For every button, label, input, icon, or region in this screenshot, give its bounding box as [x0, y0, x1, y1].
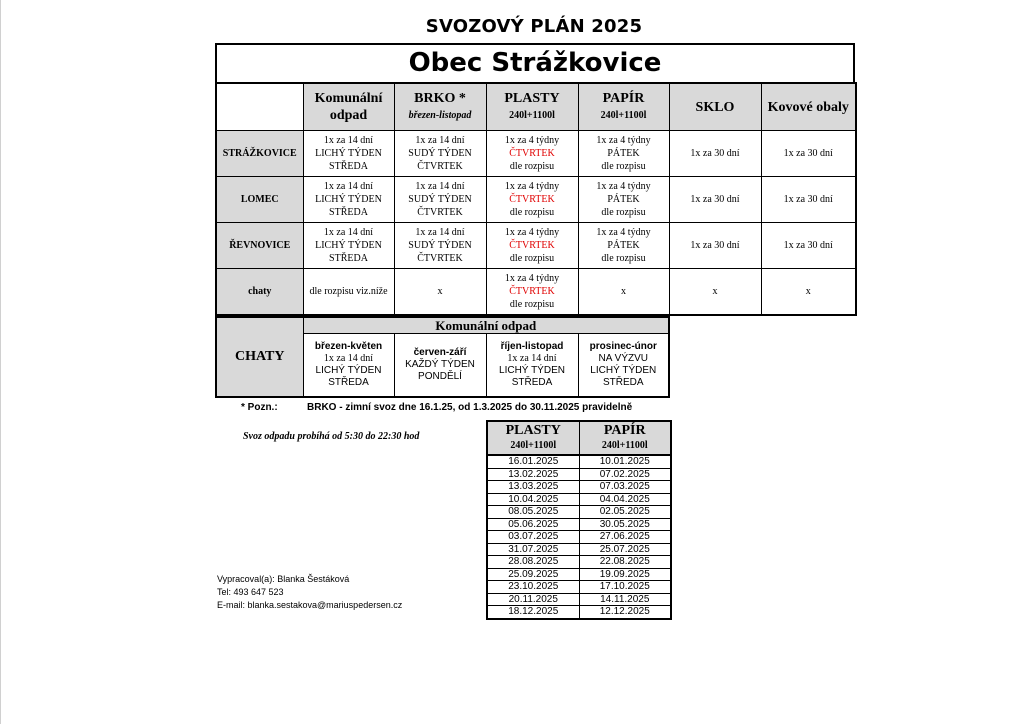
dates-row — [487, 606, 671, 619]
table-row — [216, 269, 856, 316]
schedule-cell — [486, 269, 578, 316]
schedule-cell — [578, 269, 669, 316]
date-cell: 12.12.2025 — [579, 606, 671, 619]
cell-line: 1x za 14 dní — [415, 135, 465, 146]
period-line: KAŽDÝ TÝDEN — [405, 358, 475, 370]
dates-row — [487, 593, 671, 606]
cell-line: 1x za 4 týdny — [596, 135, 651, 146]
collection-hours: Svoz odpadu probíhá od 5:30 do 22:30 hod — [243, 431, 420, 442]
column-header-sub: 240l+1100l — [600, 110, 647, 121]
row-label: STRÁŽKOVICE — [216, 131, 303, 177]
dates-column-header — [487, 421, 579, 455]
cell-line: ČTVRTEK — [509, 240, 555, 251]
date-cell: 14.11.2025 — [579, 593, 671, 606]
cell-line: ČTVRTEK — [509, 286, 555, 297]
period-label: říjen-listopad — [500, 340, 564, 352]
chaty-header: Komunální odpad — [303, 317, 669, 334]
column-header — [578, 83, 669, 131]
chaty-period-cell — [303, 334, 394, 397]
period-line: STŘEDA — [328, 376, 369, 388]
period-line: NA VÝZVU — [598, 352, 648, 364]
schedule-cell — [761, 177, 856, 223]
schedule-cell — [669, 131, 761, 177]
schedule-cell — [669, 223, 761, 269]
dates-header-label: PLASTY — [505, 423, 561, 438]
schedule-cell — [578, 223, 669, 269]
row-label: chaty — [216, 269, 303, 316]
column-header — [486, 83, 578, 131]
chaty-period-cell — [394, 334, 486, 397]
prepared-by: Vypracoval(a): Blanka Šestáková — [217, 574, 350, 584]
cell-line: x — [621, 286, 626, 297]
dates-column-header — [579, 421, 671, 455]
cell-line: STŘEDA — [329, 161, 368, 172]
document-title: SVOZOVÝ PLÁN 2025 — [425, 16, 643, 37]
cell-line: LICHÝ TÝDEN — [315, 240, 382, 251]
schedule-cell — [394, 131, 486, 177]
date-cell: 23.10.2025 — [487, 581, 579, 594]
cell-line: 1x za 30 dní — [690, 240, 740, 251]
cell-line: dle rozpisu — [601, 253, 646, 264]
schedule-cell — [303, 131, 394, 177]
cell-line: 1x za 14 dní — [323, 181, 374, 192]
cell-line: 1x za 14 dní — [323, 135, 374, 146]
date-cell: 13.02.2025 — [487, 468, 579, 481]
cell-line: 1x za 4 týdny — [504, 227, 560, 238]
page-edge — [0, 0, 1, 724]
table-row — [216, 223, 856, 269]
cell-line: ČTVRTEK — [509, 148, 555, 159]
period-line: LICHÝ TÝDEN — [499, 364, 565, 376]
schedule-cell — [303, 223, 394, 269]
cell-line: SUDÝ TÝDEN — [408, 194, 472, 205]
schedule-cell — [394, 269, 486, 316]
cell-line: STŘEDA — [329, 253, 368, 264]
date-cell: 03.07.2025 — [487, 531, 579, 544]
date-cell: 30.05.2025 — [579, 518, 671, 531]
cell-line: SUDÝ TÝDEN — [408, 240, 472, 251]
date-cell: 27.06.2025 — [579, 531, 671, 544]
cell-line: 1x za 14 dní — [415, 181, 465, 192]
column-header — [394, 83, 486, 131]
date-cell: 04.04.2025 — [579, 493, 671, 506]
date-cell: 07.02.2025 — [579, 468, 671, 481]
chaty-label: CHATY — [216, 317, 303, 397]
column-header-label: PLASTY — [504, 91, 560, 106]
cell-line: PÁTEK — [607, 194, 640, 205]
schedule-cell — [486, 177, 578, 223]
note-label: * Pozn.: — [241, 402, 278, 413]
cell-line: PÁTEK — [607, 148, 640, 159]
dates-row — [487, 468, 671, 481]
column-header-label: SKLO — [695, 99, 735, 115]
date-cell: 25.07.2025 — [579, 543, 671, 556]
date-cell: 19.09.2025 — [579, 568, 671, 581]
cell-line: dle rozpisu — [509, 161, 555, 172]
schedule-cell — [761, 223, 856, 269]
cell-line: 1x za 30 dní — [783, 194, 833, 205]
cell-line: LICHÝ TÝDEN — [315, 194, 382, 205]
dates-row — [487, 481, 671, 494]
schedule-cell — [761, 269, 856, 316]
column-header-sub: 240l+1100l — [509, 110, 555, 121]
row-label: ŘEVNOVICE — [216, 223, 303, 269]
dates-row — [487, 518, 671, 531]
schedule-cell — [303, 269, 394, 316]
cell-line: dle rozpisu — [509, 299, 555, 310]
dates-row — [487, 568, 671, 581]
date-cell: 10.04.2025 — [487, 493, 579, 506]
schedule-cell — [761, 131, 856, 177]
corner-cell — [216, 83, 303, 131]
column-header-sub: březen-listopad — [408, 110, 472, 121]
date-cell: 22.08.2025 — [579, 556, 671, 569]
date-cell: 13.03.2025 — [487, 481, 579, 494]
period-line: STŘEDA — [602, 376, 644, 388]
period-label: březen-květen — [314, 340, 383, 352]
schedule-cell — [394, 177, 486, 223]
cell-line: dle rozpisu viz.níže — [309, 286, 388, 297]
cell-line: x — [805, 286, 811, 297]
schedule-cell — [578, 177, 669, 223]
dates-header-label: PAPÍR — [603, 423, 646, 438]
date-cell: 28.08.2025 — [487, 556, 579, 569]
cell-line: 1x za 4 týdny — [504, 181, 560, 192]
cell-line: ČTVRTEK — [417, 161, 463, 172]
cell-line: LICHÝ TÝDEN — [315, 148, 382, 159]
column-header — [669, 83, 761, 131]
period-label: červen-září — [413, 346, 467, 358]
date-cell: 17.10.2025 — [579, 581, 671, 594]
period-label: prosinec-únor — [589, 340, 657, 352]
date-cell: 08.05.2025 — [487, 506, 579, 519]
cell-line: dle rozpisu — [509, 207, 555, 218]
cell-line: x — [437, 286, 443, 297]
village-name: Obec Strážkovice — [215, 43, 855, 82]
dates-row — [487, 556, 671, 569]
period-line: PONDĚLÍ — [418, 370, 462, 382]
chaty-period-cell — [578, 334, 669, 397]
column-header-label: PAPÍR — [602, 91, 645, 106]
dates-row — [487, 493, 671, 506]
cell-line: SUDÝ TÝDEN — [408, 148, 472, 159]
cell-line: 1x za 14 dní — [323, 227, 374, 238]
date-cell: 05.06.2025 — [487, 518, 579, 531]
table-row — [216, 177, 856, 223]
date-cell: 18.12.2025 — [487, 606, 579, 619]
column-header — [761, 83, 856, 131]
chaty-period-cell — [486, 334, 578, 397]
cell-line: 1x za 30 dní — [783, 148, 833, 159]
cell-line: x — [712, 286, 718, 297]
cell-line: 1x za 30 dní — [690, 194, 740, 205]
period-line: LICHÝ TÝDEN — [315, 364, 382, 376]
dates-header-sub: 240l+1100l — [601, 440, 648, 451]
cell-line: dle rozpisu — [601, 207, 646, 218]
cell-line: dle rozpisu — [601, 161, 646, 172]
date-cell: 02.05.2025 — [579, 506, 671, 519]
dates-row — [487, 531, 671, 544]
schedule-cell — [303, 177, 394, 223]
email: E-mail: blanka.sestakova@mariuspedersen.cz — [217, 600, 403, 610]
cell-line: 1x za 4 týdny — [504, 273, 560, 284]
date-cell: 07.03.2025 — [579, 481, 671, 494]
cell-line: 1x za 14 dní — [415, 227, 465, 238]
cell-line: ČTVRTEK — [509, 194, 555, 205]
dates-row — [487, 506, 671, 519]
cell-line: dle rozpisu — [509, 253, 555, 264]
schedule-cell — [669, 269, 761, 316]
dates-row — [487, 543, 671, 556]
column-header-label: Komunální odpad — [314, 91, 383, 123]
date-cell: 25.09.2025 — [487, 568, 579, 581]
date-cell: 31.07.2025 — [487, 543, 579, 556]
date-cell: 20.11.2025 — [487, 593, 579, 606]
cell-line: 1x za 4 týdny — [504, 135, 560, 146]
date-cell: 16.01.2025 — [487, 455, 579, 468]
period-line: STŘEDA — [511, 376, 553, 388]
note-text: BRKO - zimní svoz dne 16.1.25, od 1.3.2025 do 30.11.2025 pravidelně — [307, 402, 633, 413]
schedule-cell — [669, 177, 761, 223]
column-header-label: BRKO * — [414, 91, 466, 106]
cell-line: 1x za 4 týdny — [596, 181, 651, 192]
cell-line: 1x za 4 týdny — [596, 227, 651, 238]
period-line: LICHÝ TÝDEN — [590, 364, 657, 376]
cell-line: 1x za 30 dní — [690, 148, 740, 159]
dates-table — [486, 420, 672, 620]
dates-row — [487, 581, 671, 594]
period-line: 1x za 14 dní — [507, 352, 557, 364]
phone: Tel: 493 647 523 — [217, 587, 284, 597]
date-cell: 10.01.2025 — [579, 455, 671, 468]
period-line: 1x za 14 dní — [323, 352, 374, 364]
chaty-table — [215, 316, 670, 398]
schedule-table — [215, 82, 857, 316]
column-header-label: Kovové obaly — [767, 99, 849, 115]
schedule-cell — [486, 223, 578, 269]
cell-line: ČTVRTEK — [417, 253, 463, 264]
column-header — [303, 83, 394, 131]
cell-line: 1x za 30 dní — [783, 240, 833, 251]
cell-line: STŘEDA — [329, 207, 368, 218]
row-label: LOMEC — [216, 177, 303, 223]
dates-header-sub: 240l+1100l — [510, 440, 557, 451]
cell-line: ČTVRTEK — [417, 207, 463, 218]
dates-row — [487, 455, 671, 468]
table-row — [216, 131, 856, 177]
schedule-cell — [486, 131, 578, 177]
schedule-cell — [578, 131, 669, 177]
cell-line: PÁTEK — [607, 240, 640, 251]
schedule-cell — [394, 223, 486, 269]
